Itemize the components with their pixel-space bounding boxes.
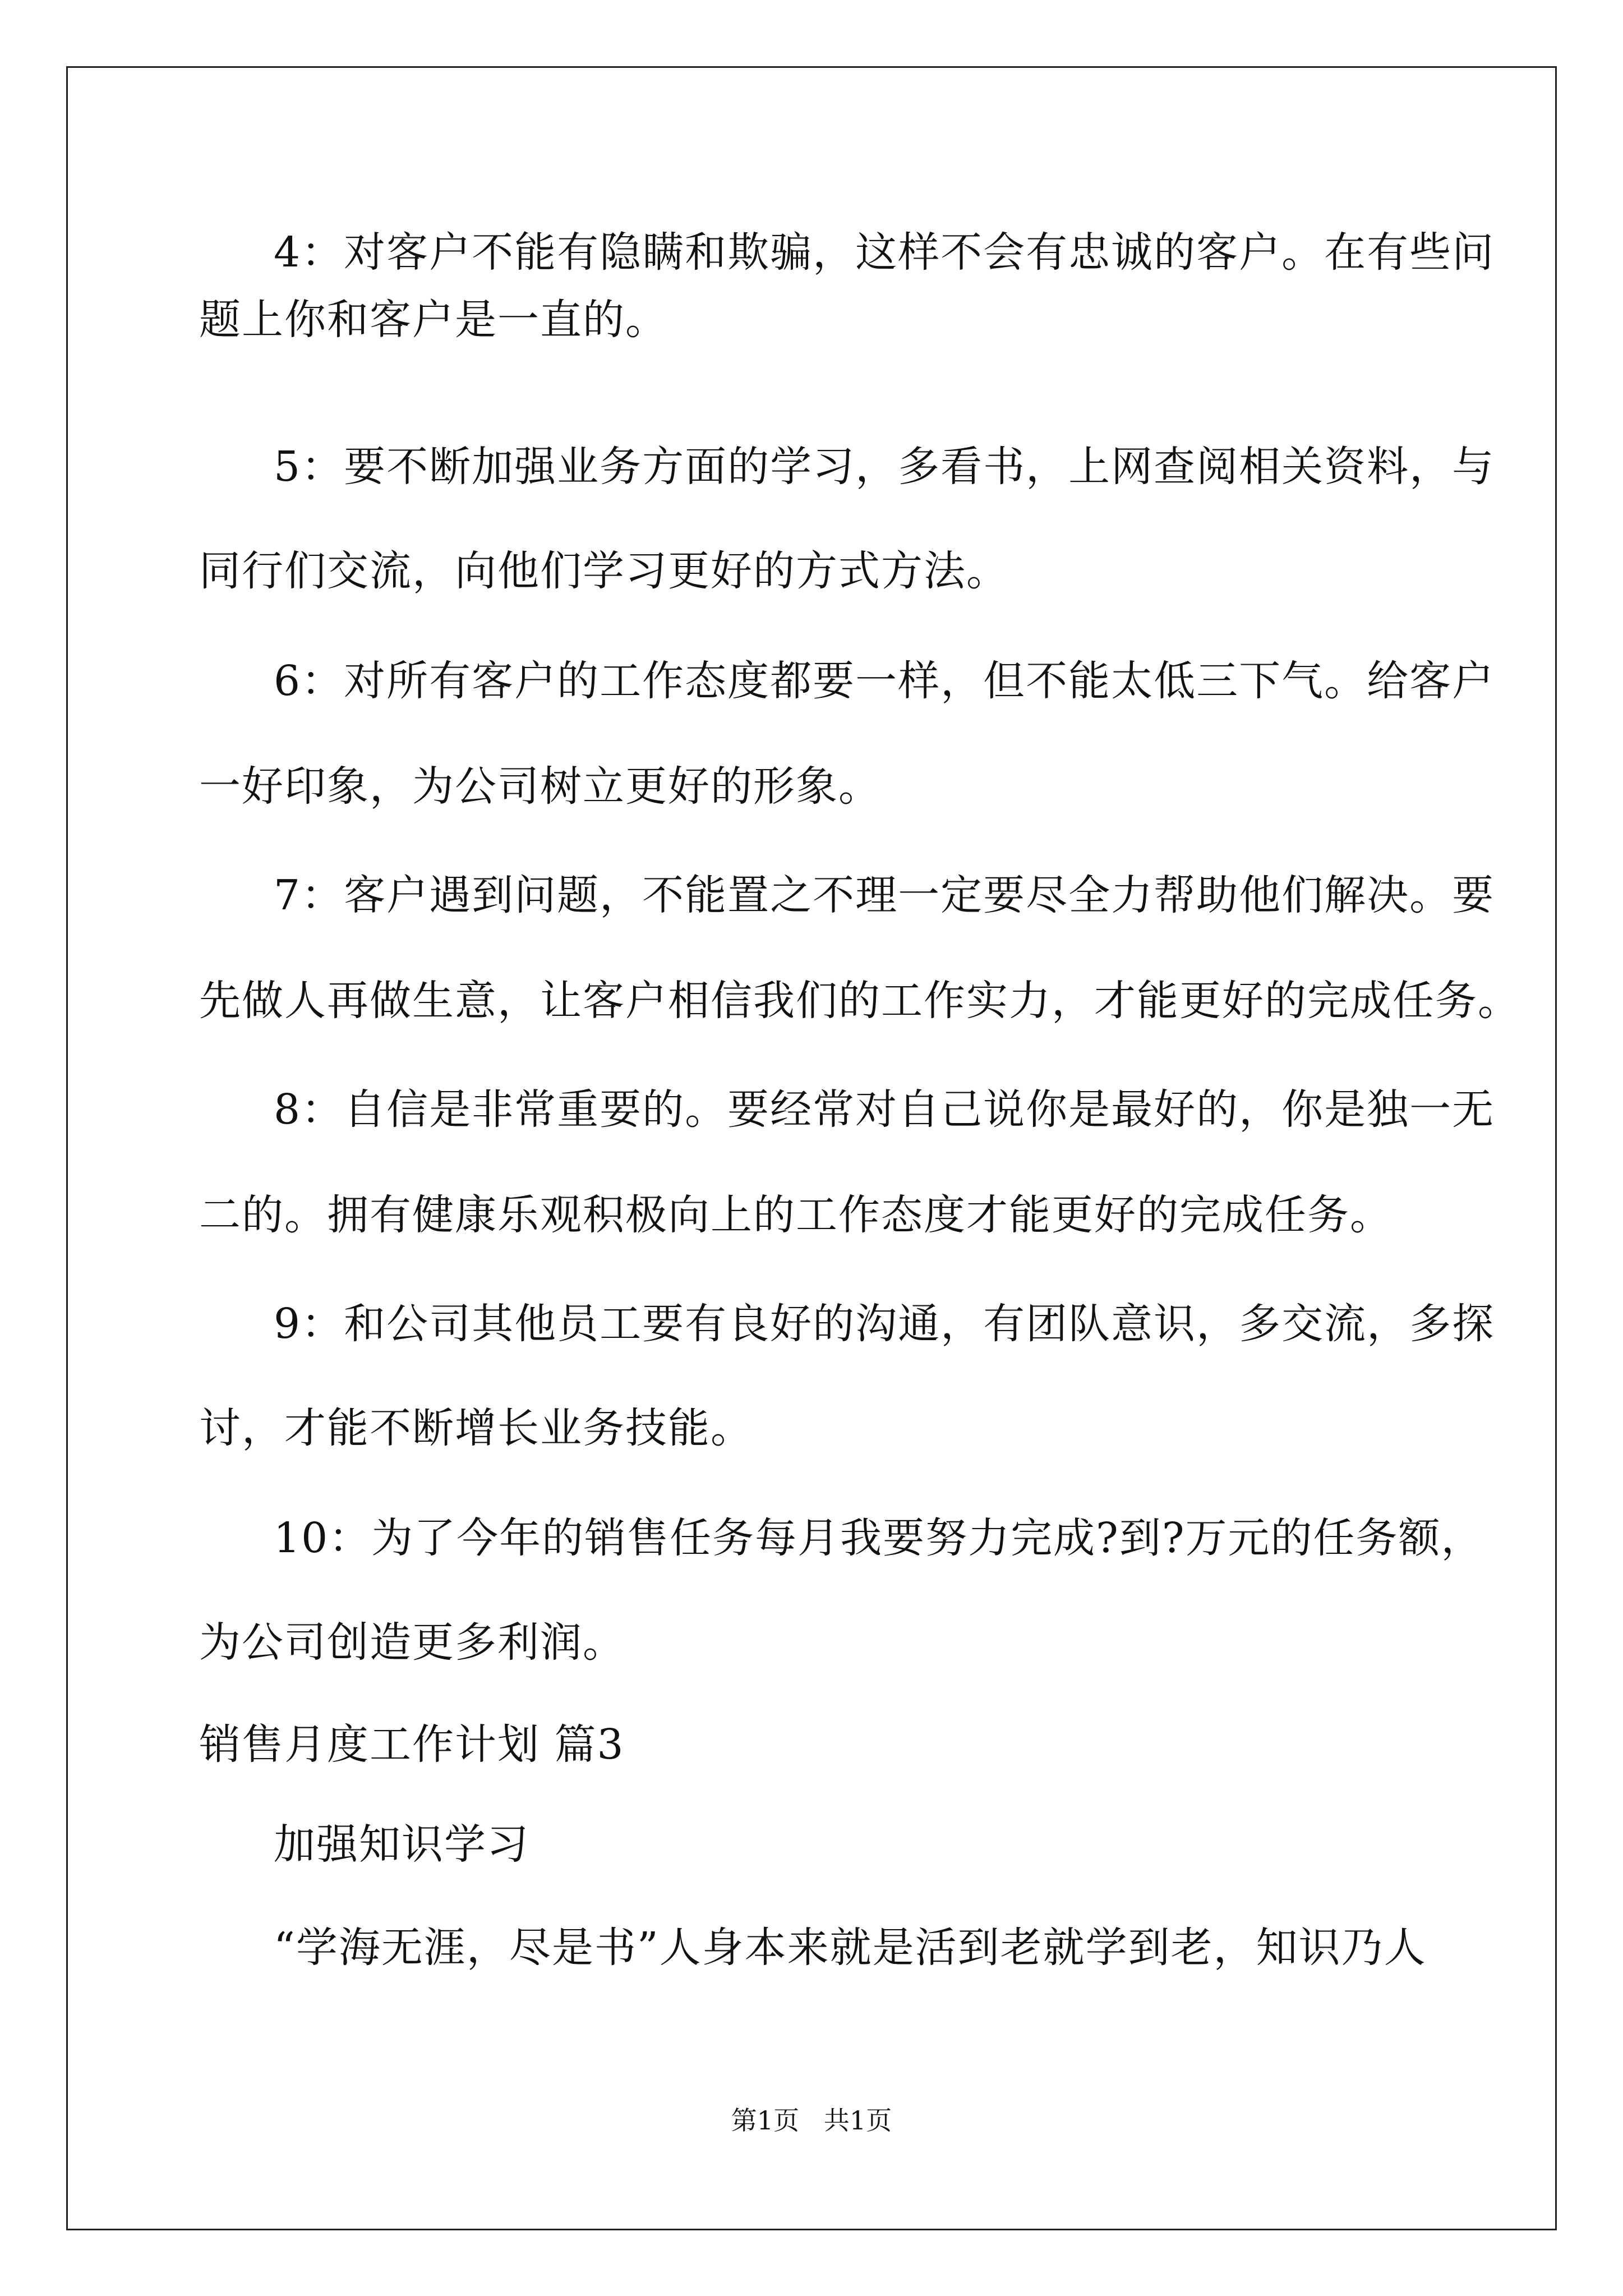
paragraph-8-line-1: 8：自信是非常重要的。要经常对自己说你是最好的，你是独一无 xyxy=(274,1085,1495,1134)
paragraph-5-line-2: 同行们交流，向他们学习更好的方式方法。 xyxy=(199,547,1009,595)
paragraph-line: “学海无涯，尽是书”人身本来就是活到老就学到老，知识乃人 xyxy=(274,1924,1427,1972)
paragraph-9-line-1: 9：和公司其他员工要有良好的沟通，有团队意识，多交流，多探 xyxy=(274,1300,1495,1348)
section-heading: 销售月度工作计划 篇3 xyxy=(199,1720,625,1769)
paragraph-7-line-1: 7：客户遇到问题，不能置之不理一定要尽全力帮助他们解决。要 xyxy=(274,871,1495,919)
paragraph-10-line-2: 为公司创造更多利润。 xyxy=(199,1618,625,1667)
paragraph-10-line-1: 10：为了今年的销售任务每月我要努力完成?到?万元的任务额， xyxy=(274,1514,1484,1562)
paragraph-9-line-2: 讨，才能不断增长业务技能。 xyxy=(199,1404,753,1452)
paragraph-8-line-2: 二的。拥有健康乐观积极向上的工作态度才能更好的完成任务。 xyxy=(199,1191,1393,1239)
page-border xyxy=(66,66,1557,2230)
subheading: 加强知识学习 xyxy=(274,1820,529,1869)
paragraph-6-line-1: 6：对所有客户的工作态度都要一样，但不能太低三下气。给客户 xyxy=(274,657,1495,705)
page-number-footer: 第1页 共1页 xyxy=(731,2105,892,2136)
paragraph-4-line-2: 题上你和客户是一直的。 xyxy=(199,296,668,344)
paragraph-7-line-2: 先做人再做生意，让客户相信我们的工作实力，才能更好的完成任务。 xyxy=(199,977,1520,1025)
paragraph-4-line-1: 4：对客户不能有隐瞒和欺骗，这样不会有忠诚的客户。在有些问 xyxy=(274,228,1495,277)
paragraph-5-line-1: 5：要不断加强业务方面的学习，多看书，上网查阅相关资料，与 xyxy=(274,443,1495,491)
paragraph-6-line-2: 一好印象，为公司树立更好的形象。 xyxy=(199,762,881,811)
